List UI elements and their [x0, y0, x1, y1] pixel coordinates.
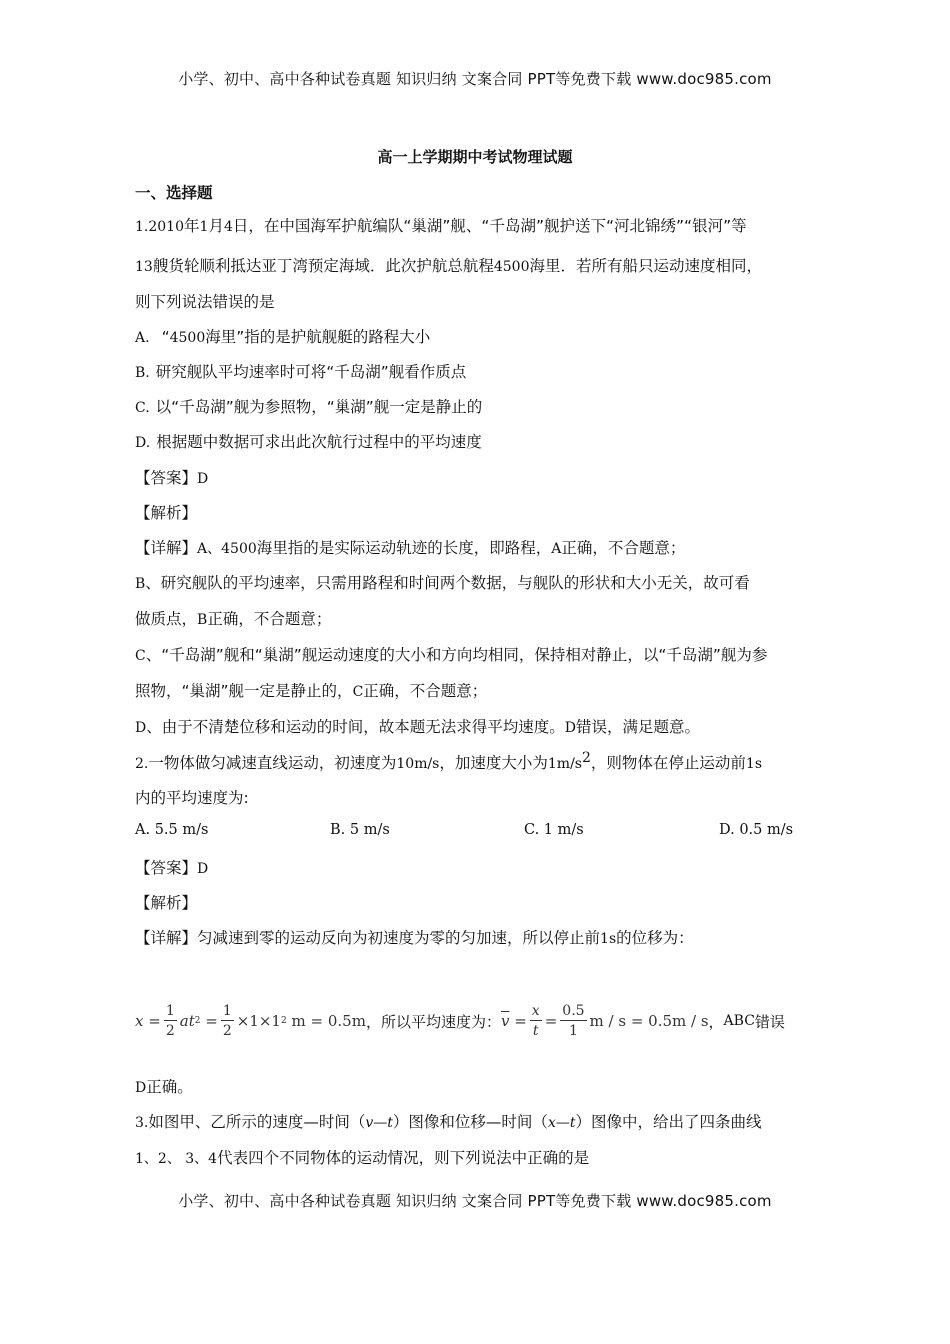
- q1-detail-line5: 照物，“巢湖”舰一定是静止的，C正确，不合题意；: [135, 682, 488, 700]
- q2-formula-line: x = $\frac{1}{2}$ at 2 = $\frac{1}{2}$ ×1×1 2 m = 0.5m ，所以平均速度为： $\overline{v}$ = $\frac{x}{t}$ = $\frac{0.5}{1}$ m / s = 0.5m / s ， ABC 错误: [135, 1003, 785, 1039]
- formula-connector-text: ，所以平均速度为：: [365, 1012, 501, 1031]
- q1-option-a: A. “4500海里”指的是护航舰艇的路程大小: [135, 328, 431, 346]
- q2-stem-line1: 2.一物体做匀减速直线运动，初速度为10m/s，加速度大小为$1m/s^2$，则物体在停止运动前1s: [135, 750, 763, 773]
- section-heading: 一、选择题: [135, 184, 213, 202]
- q1-detail-line3: 做质点，B正确，不合题意；: [135, 610, 332, 628]
- q2-option-d: D. 0.5 m/s: [719, 822, 794, 838]
- page-title: 高一上学期期中考试物理试题: [377, 148, 573, 166]
- q2-option-c: C. 1 m/s: [524, 822, 584, 838]
- q1-option-c: C. 以“千岛湖”舰为参照物，“巢湖”舰一定是静止的: [135, 398, 483, 416]
- q2-answer: 【答案】D: [135, 859, 209, 877]
- q2-option-a: A. 5.5 m/s: [135, 822, 209, 838]
- q1-detail-line1: 【详解】A、4500海里指的是实际运动轨迹的长度，即路程，A正确，不合题意；: [135, 539, 686, 557]
- q1-stem-line3: 则下列说法错误的是: [135, 293, 275, 311]
- q2-detail-line2: D正确。: [135, 1078, 193, 1096]
- q1-stem-line2: 13艘货轮顺利抵达亚丁湾预定海域．此次护航总航程4500海里．若所有船只运动速度相同，: [135, 257, 762, 275]
- q2-option-b: B. 5 m/s: [330, 822, 390, 838]
- q2-stem-line2: 内的平均速度为:: [135, 789, 249, 807]
- q1-option-d: D. 根据题中数据可求出此次航行过程中的平均速度: [135, 433, 482, 451]
- q3-stem-line1: 3.如图甲、乙所示的速度—时间（v—t）图像和位移—时间（x—t）图像中，给出了四条曲线: [135, 1113, 762, 1131]
- page-footer: 小学、初中、高中各种试卷真题 知识归纳 文案合同 PPT等免费下载 www.doc985.com: [178, 1192, 772, 1210]
- average-velocity-formula: $\overline{v}$ = $\frac{x}{t}$ = $\frac{0.5}{1}$ m / s = 0.5m / s: [500, 1003, 709, 1039]
- page-header: 小学、初中、高中各种试卷真题 知识归纳 文案合同 PPT等免费下载 www.doc985.com: [178, 70, 772, 88]
- q1-detail-line4: C、“千岛湖”舰和“巢湖”舰运动速度的大小和方向均相同，保持相对静止，以“千岛湖”舰为参: [135, 646, 768, 664]
- q1-analysis-label: 【解析】: [135, 504, 198, 522]
- q2-detail-line1: 【详解】匀减速到零的运动反向为初速度为零的匀加速，所以停止前1s的位移为：: [135, 929, 694, 947]
- q1-stem-line1: 1.2010年1月4日，在中国海军护航编队“巢湖”舰、“千岛湖”舰护送下“河北锦绣”“银河”等: [135, 217, 747, 235]
- q1-detail-line6: D、由于不清楚位移和运动的时间，故本题无法求得平均速度。D错误，满足题意。: [135, 718, 700, 736]
- q1-answer: 【答案】D: [135, 469, 209, 487]
- q2-analysis-label: 【解析】: [135, 894, 198, 912]
- q1-option-b: B. 研究舰队平均速率时可将“千岛湖”舰看作质点: [135, 363, 467, 381]
- q3-stem-line2: 1、2、 3、4代表四个不同物体的运动情况，则下列说法中正确的是: [135, 1149, 590, 1167]
- displacement-formula: x = $\frac{1}{2}$ at 2 = $\frac{1}{2}$ ×1×1 2 m = 0.5m: [135, 1003, 366, 1039]
- q1-detail-line2: B、研究舰队的平均速率，只需用路程和时间两个数据，与舰队的形状和大小无关，故可看: [135, 574, 750, 592]
